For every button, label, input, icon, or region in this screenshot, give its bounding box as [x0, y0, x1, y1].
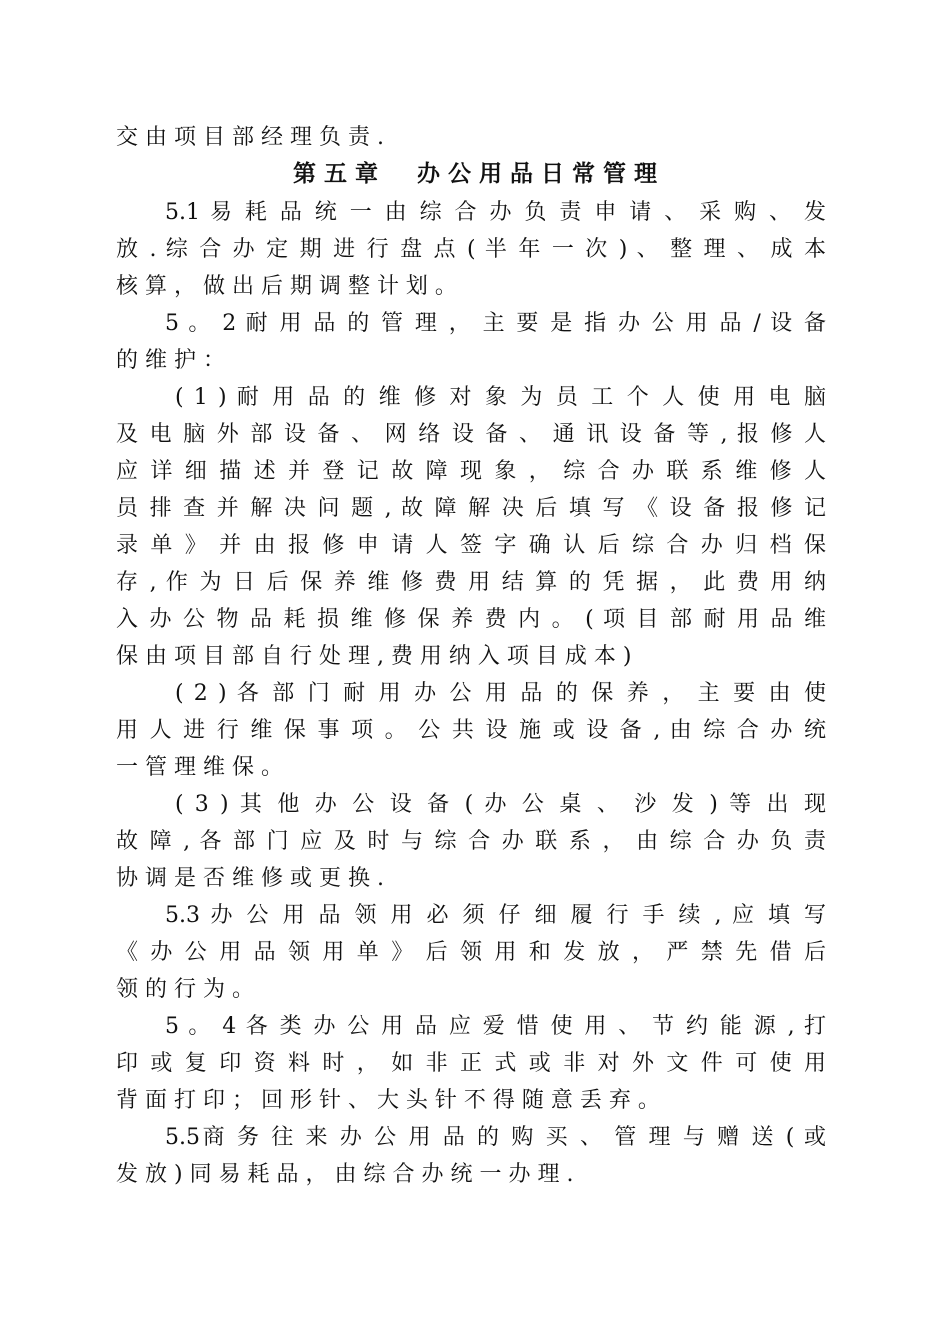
text-line: 5 。 4 各 类 办 公 用 品 应 爱 惜 使 用 、 节 约 能 源 , 打 [165, 1014, 826, 1039]
text-line: ( 3 ) 其 他 办 公 设 备 ( 办 公 桌 、 沙 发 ) 等 出 现 [175, 792, 826, 817]
text-line: 交 由 项 目 部 经 理 负 责 . [116, 125, 384, 150]
text-line: 5.3 办 公 用 品 领 用 必 须 仔 细 履 行 手 续 , 应 填 写 [165, 903, 826, 928]
text-line: 《 办 公 用 品 领 用 单 》 后 领 用 和 发 放 ， 严 禁 先 借 后 [116, 940, 826, 965]
chapter-heading: 第 五 章 办 公 用 品 日 常 管 理 [292, 160, 658, 187]
text-line: 协 调 是 否 维 修 或 更 换 . [116, 866, 384, 891]
text-line: 的 维 护 ： [116, 348, 225, 373]
text-line: 录 单 》 并 由 报 修 申 请 人 签 字 确 认 后 综 合 办 归 档 保 [116, 533, 826, 558]
text-line: 发 放 ) 同 易 耗 品 ， 由 综 合 办 统 一 办 理 . [116, 1162, 574, 1187]
text-line: 5 。 2 耐 用 品 的 管 理 ， 主 要 是 指 办 公 用 品 / 设 备 [165, 311, 826, 336]
text-line: 故 障 , 各 部 门 应 及 时 与 综 合 办 联 系 ， 由 综 合 办 负 责 [116, 829, 826, 854]
text-line: 一 管 理 维 保 。 [116, 755, 283, 780]
text-line: 及 电 脑 外 部 设 备 、 网 络 设 备 、 通 讯 设 备 等 , 报 修 人 [116, 422, 826, 447]
text-line: 5.1 易 耗 品 统 一 由 综 合 办 负 责 申 请 、 采 购 、 发 [165, 200, 826, 225]
text-line: 存 , 作 为 日 后 保 养 维 修 费 用 结 算 的 凭 据 ， 此 费 用 纳 [116, 570, 826, 595]
text-line: 保 由 项 目 部 自 行 处 理 , 费 用 纳 入 项 目 成 本 ) [116, 644, 632, 669]
text-line: ( 2 ) 各 部 门 耐 用 办 公 用 品 的 保 养 ， 主 要 由 使 [175, 681, 826, 706]
text-line: 应 详 细 描 述 并 登 记 故 障 现 象 ， 综 合 办 联 系 维 修 人 [116, 459, 826, 484]
text-line: 员 排 查 并 解 决 问 题 , 故 障 解 决 后 填 写 《 设 备 报 修 记 [116, 496, 826, 521]
text-line: 入 办 公 物 品 耗 损 维 修 保 养 费 内 。 ( 项 目 部 耐 用 品 维 [116, 607, 826, 632]
text-line: 5.5商 务 往 来 办 公 用 品 的 购 买 、 管 理 与 赠 送 ( 或 [165, 1125, 826, 1150]
text-line: 放 . 综 合 办 定 期 进 行 盘 点 ( 半 年 一 次 ) 、 整 理 、 成 本 [116, 237, 826, 262]
text-line: 用 人 进 行 维 保 事 项 。 公 共 设 施 或 设 备 , 由 综 合 办 统 [116, 718, 826, 743]
text-line: 背 面 打 印 ； 回 形 针 、 大 头 针 不 得 随 意 丢 弃 。 [116, 1088, 660, 1113]
text-line: 领 的 行 为 。 [116, 977, 254, 1002]
text-line: 印 或 复 印 资 料 时 ， 如 非 正 式 或 非 对 外 文 件 可 使 用 [116, 1051, 826, 1076]
text-line: ( 1 ) 耐 用 品 的 维 修 对 象 为 员 工 个 人 使 用 电 脑 [175, 385, 826, 410]
text-line: 核 算 ， 做 出 后 期 调 整 计 划 。 [116, 274, 457, 299]
